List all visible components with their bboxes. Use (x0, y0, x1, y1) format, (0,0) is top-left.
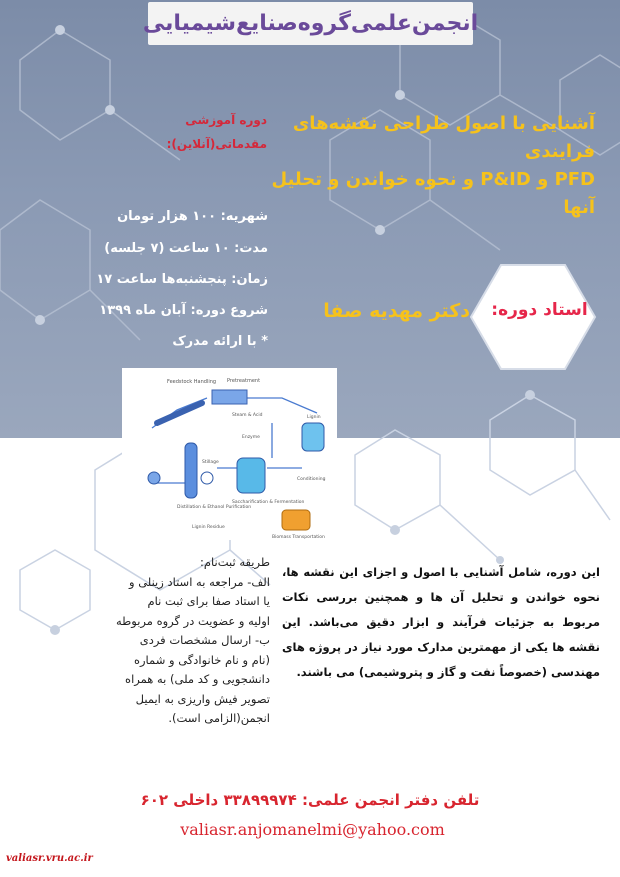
course-type-line-1: دوره آموزشی (185, 113, 267, 127)
course-type (166, 108, 267, 156)
course-time: زمان: پنجشنبه‌ها ساعت ۱۷ (96, 272, 268, 287)
registration-line: دانشجویی و کد ملی) به همراه (125, 672, 270, 686)
instructor-label: استاد دوره: (491, 300, 588, 320)
registration-line: الف- مراجعه به استاد زینلی و (128, 574, 270, 589)
registration-line: ب- ارسال مشخصات فردی (139, 633, 270, 647)
association-title-box (142, 2, 479, 45)
diagram-label-conditioning: Conditioning (297, 477, 326, 482)
course-fee: شهریه: ۱۰۰ هزار تومان (117, 209, 268, 224)
diagram-label-steam: Steam & Acid (232, 413, 263, 418)
footer-site-tag (0, 849, 120, 867)
registration-line: انجمن(الزامی است). (168, 711, 270, 725)
association-title: انجمن‌علمی‌گروه‌صنایع‌شیمیایی (142, 11, 479, 36)
registration-line: یا استاد صفا برای ثبت نام (147, 594, 270, 608)
diagram-label-biomass: Biomass Transportation (272, 535, 325, 540)
registration-title: طریقه ثبت‌نام: (200, 555, 270, 569)
diagram-label-feedstock: Feedstock Handling (167, 379, 217, 385)
course-start: شروع دوره: آبان ماه ۱۳۹۹ (99, 303, 268, 318)
course-description: این دوره، شامل آشنایی با اصول و اجزای این نقشه ها، نحوه خواندن و تحلیل آن ها و همچنین بررسی نکات مربوط به جزئیات فرآیند و ابزار دقیق می‌باشد. این نقشه ها یکی از مهمترین مدارک مورد نیاز در پروژه های مهندسی (خصوصاً نفت و گاز و پتروشیمی) می باشند. (282, 565, 600, 679)
course-title (265, 110, 595, 222)
diagram-label-distillation: Distillation & Ethanol Purification (177, 505, 252, 510)
course-type-line-2: مقدماتی(آنلاین): (166, 137, 267, 151)
diagram-label-lignin: Lignin (307, 415, 321, 420)
contact-phone: تلفن دفتر انجمن علمی: ۳۳۸۹۹۹۷۴ داخلی ۶۰۲ (140, 791, 480, 809)
process-flow-diagram (122, 368, 337, 540)
course-title-line-2: PFD و P&ID و نحوه خواندن و تحلیل آنها (271, 169, 595, 218)
registration-line: اولیه و عضویت در گروه مربوطه (115, 613, 270, 628)
diagram-label-enzyme: Enzyme (242, 435, 260, 440)
course-title-line-1: آشنایی با اصول طراحی نقشه‌های فرایندی (292, 113, 595, 162)
registration-line: (نام و نام خانوادگی و شماره (133, 652, 270, 667)
course-certificate: * با ارائه مدرک (172, 334, 268, 349)
course-info-list (80, 200, 268, 357)
instructor-name: دکتر مهدیه صفا (323, 300, 470, 322)
diagram-label-saccharification: Saccharification & Fermentation (232, 500, 305, 505)
diagram-label-lignin-residue: Lignin Residue (192, 525, 225, 530)
diagram-label-stillage: Stillage (202, 460, 219, 465)
registration-instructions (20, 553, 270, 729)
footer-site-link[interactable]: valiasr.vru.ac.ir (6, 852, 93, 864)
contact-email[interactable]: valiasr.anjomanelmi@yahoo.com (180, 820, 445, 839)
diagram-label-pretreatment: Pretreatment (227, 378, 261, 384)
course-duration: مدت: ۱۰ ساعت (۷ جلسه) (104, 241, 268, 256)
registration-line: تصویر فیش واریزی به ایمیل (135, 691, 270, 706)
